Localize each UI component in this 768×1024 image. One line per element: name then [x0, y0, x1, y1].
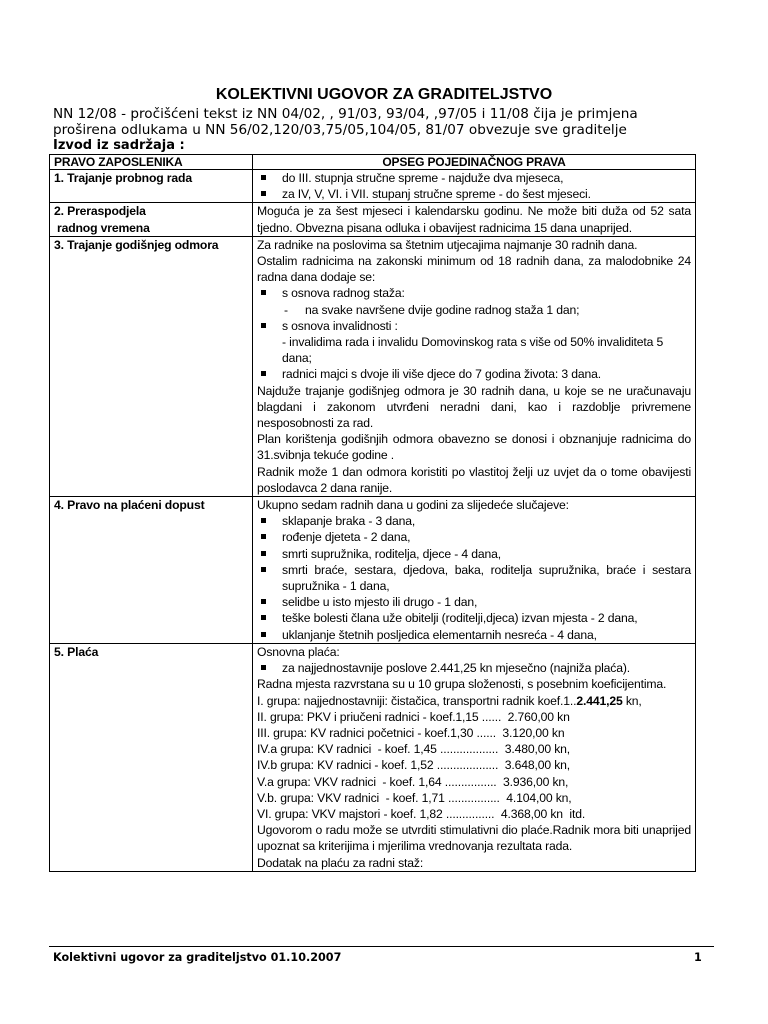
list-item: za IV, V, VI. i VII. stupanj stručne spreme - do šest mjeseci.: [257, 186, 691, 202]
table-row: [50, 236, 696, 496]
paragraph: Ugovorom o radu može se utvrditi stimulativni dio plaće.Radnik mora biti unaprijed upoznat sa kriterijima i mjerilima vrednovanja rezultata rada.: [257, 823, 691, 854]
intro-line-2: proširena odlukama u NN 56/02,120/03,75/05,104/05, 81/07 obvezuje sve graditelje: [53, 122, 627, 138]
list-item: s osnova radnog staža:: [257, 285, 691, 301]
rights-table: [49, 154, 696, 872]
list-item: - na svake navršene dvije godine radnog staža 1 dan;: [257, 302, 691, 318]
row-label-probni-rad: 1. Trajanje probnog rada: [50, 170, 253, 203]
paragraph: Ostalim radnicima na zakonski minimum od 18 radnih dana, za malodobnike 24 radna dana dodaje se:: [257, 254, 691, 285]
list-item: do III. stupnja stručne spreme - najduže dva mjeseca,: [257, 170, 691, 186]
list-item: radnici majci s dvoje ili više djece do 7 godina života: 3 dana.: [257, 366, 691, 382]
salary-group: V.b. grupa: VKV radnici - koef. 1,71 ................ 4.104,00 kn,: [257, 790, 572, 805]
list-item: selidbe u isto mjesto ili drugo - 1 dan,: [257, 594, 691, 610]
salary-group: VI. grupa: VKV majstori - koef. 1,82 ............... 4.368,00 kn itd.: [257, 806, 586, 821]
salary-group: III. grupa: KV radnici početnici - koef.1,30 ...... 3.120,00 kn: [257, 725, 565, 740]
paragraph: Radna mjesta razvrstana su u 10 grupa složenosti, s posebnim koeficijentima.: [257, 677, 667, 692]
row-content-probni-rad: [253, 170, 696, 203]
table-row: [50, 203, 696, 236]
paragraph: Za radnike na poslovima sa štetnim utjecajima najmanje 30 radnih dana.: [257, 237, 638, 252]
header-pravo-zaposlenika: PRAVO ZAPOSLENIKA: [50, 155, 253, 170]
row-label-placa: 5. Plaća: [50, 643, 253, 871]
salary-group: V.a grupa: VKV radnici - koef. 1,64 ................ 3.936,00 kn,: [257, 774, 569, 789]
list-item: s osnova invalidnosti :: [257, 318, 691, 334]
row-label-preraspodjela: [50, 203, 253, 236]
footer-title: Kolektivni ugovor za graditeljstvo 01.10.2007: [53, 951, 342, 964]
salary-group: IV.a grupa: KV radnici - koef. 1,45 .................. 3.480,00 kn,: [257, 742, 571, 757]
salary-group-1-amount: 2.441,25: [576, 693, 623, 708]
row-content-preraspodjela: [253, 203, 696, 236]
document-title: KOLEKTIVNI UGOVOR ZA GRADITELJSTVO: [215, 86, 553, 103]
paragraph: Osnovna plaća:: [257, 644, 340, 659]
footer-divider: [49, 946, 714, 947]
list-item: - invalidima rada i invalidu Domovinskog rata s više od 50% invaliditeta 5 dana;: [282, 335, 664, 366]
table-row: [50, 497, 696, 644]
row-label-line: radnog vremena: [57, 220, 150, 235]
list-item: uklanjanje štetnih posljedica elementarnih nesreća - 4 dana,: [257, 627, 691, 643]
list-item: sklapanje braka - 3 dana,: [257, 513, 691, 529]
list-item: rođenje djeteta - 2 dana,: [257, 529, 691, 545]
paragraph: Plan korištenja godišnjih odmora obavezno se donosi i obznanjuje radnicima do 31.svibnja tekuće godine .: [257, 432, 691, 463]
intro-line-3: Izvod iz sadržaja :: [53, 138, 185, 153]
paragraph: Dodatak na plaću za radni staž:: [257, 855, 424, 870]
row-label-placeni-dopust: 4. Pravo na plaćeni dopust: [50, 497, 253, 644]
table-row: [50, 643, 696, 871]
salary-group-1: [257, 693, 691, 709]
table-row: [50, 170, 696, 203]
header-opseg-prava: OPSEG POJEDINAČNOG PRAVA: [253, 155, 696, 170]
document-intro: [53, 106, 713, 154]
paragraph: Radnik može 1 dan odmora koristiti po vlastitoj želji uz uvjet da o tome obavijesti poslodavca 2 dana ranije.: [257, 464, 691, 495]
intro-line-1: NN 12/08 - pročišćeni tekst iz NN 04/02, , 91/03, 93/04, ,97/05 i 11/08 čija je primjena: [53, 106, 638, 122]
row-content-placeni-dopust: [253, 497, 696, 644]
table-header-row: [50, 155, 696, 170]
paragraph: Najduže trajanje godišnjeg odmora je 30 radnih dana, u koje se ne uračunavaju blagdani i zakonom utvrđeni neradni dani, kao i razdoblje privremene nesposobnosti za rad.: [257, 383, 691, 431]
paragraph: Moguća je za šest mjeseci i kalendarsku godinu. Ne može biti duža od 52 sata tjedno. Obvezna pisana odluka i obavijest radnicima 15 dana unaprijed.: [257, 204, 691, 235]
salary-group-1-text: I. grupa: najjednostavniji: čistačica, transportni radnik koef.1..: [257, 693, 577, 708]
page-number: 1: [694, 951, 702, 964]
paragraph: Ukupno sedam radnih dana u godini za slijedeće slučajeve:: [257, 498, 569, 513]
row-label-line: 2. Preraspodjela: [54, 204, 146, 219]
salary-group: II. grupa: PKV i priučeni radnici - koef.1,15 ...... 2.760,00 kn: [257, 709, 570, 724]
row-content-placa: [253, 643, 696, 871]
list-item: smrti supružnika, roditelja, djece - 4 dana,: [257, 546, 691, 562]
salary-group-1-unit: kn,: [622, 693, 642, 708]
list-item: smrti braće, sestara, djedova, baka, roditelja supružnika, braće i sestara supružnika - 1 dana,: [257, 562, 691, 594]
row-content-godisnji-odmor: [253, 236, 696, 496]
list-item: teške bolesti člana uže obitelji (roditelji,djeca) izvan mjesta - 2 dana,: [257, 610, 691, 626]
list-item: za najjednostavnije poslove 2.441,25 kn mjesečno (najniža plaća).: [257, 660, 691, 676]
row-label-godisnji-odmor: 3. Trajanje godišnjeg odmora: [50, 236, 253, 496]
salary-group: IV.b grupa: KV radnici - koef. 1,52 ................... 3.648,00 kn,: [257, 758, 571, 773]
